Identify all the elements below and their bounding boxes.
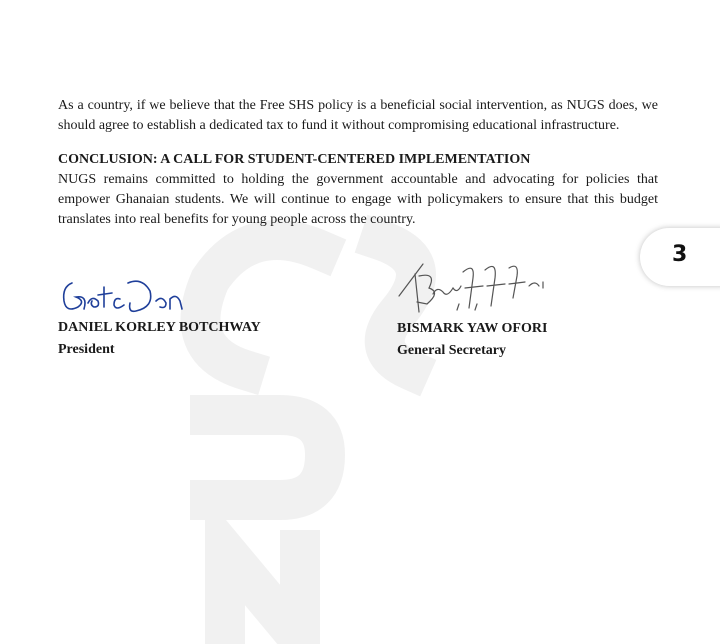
signatory-president (58, 273, 261, 361)
paragraph-conclusion: NUGS remains committed to holding the government accountable and advocating for policies that empower Ghanaian students. We will continue to engage with policymakers to ensure that this budget translates into real benefits for young people across the country. (58, 172, 658, 227)
page-number: 3 (672, 242, 688, 267)
signatory-general-secretary (397, 258, 557, 362)
paragraph-free-shs: As a country, if we believe that the Free SHS policy is a beneficial social intervention, as NUGS does, we should agree to establish a dedicated tax to fund it without compromising educational infrastructure. (58, 98, 658, 133)
conclusion-heading: CONCLUSION: A CALL FOR STUDENT-CENTERED IMPLEMENTATION (58, 152, 531, 167)
signatory-name: BISMARK YAW OFORI (397, 321, 548, 336)
letter-body (58, 96, 658, 230)
signatory-title: General Secretary (397, 343, 506, 358)
signatory-name: DANIEL KORLEY BOTCHWAY (58, 320, 261, 335)
signatory-title: President (58, 342, 115, 357)
signature-botchway (58, 273, 198, 317)
signature-ofori (397, 258, 557, 318)
page-indicator-tab[interactable] (640, 228, 720, 286)
